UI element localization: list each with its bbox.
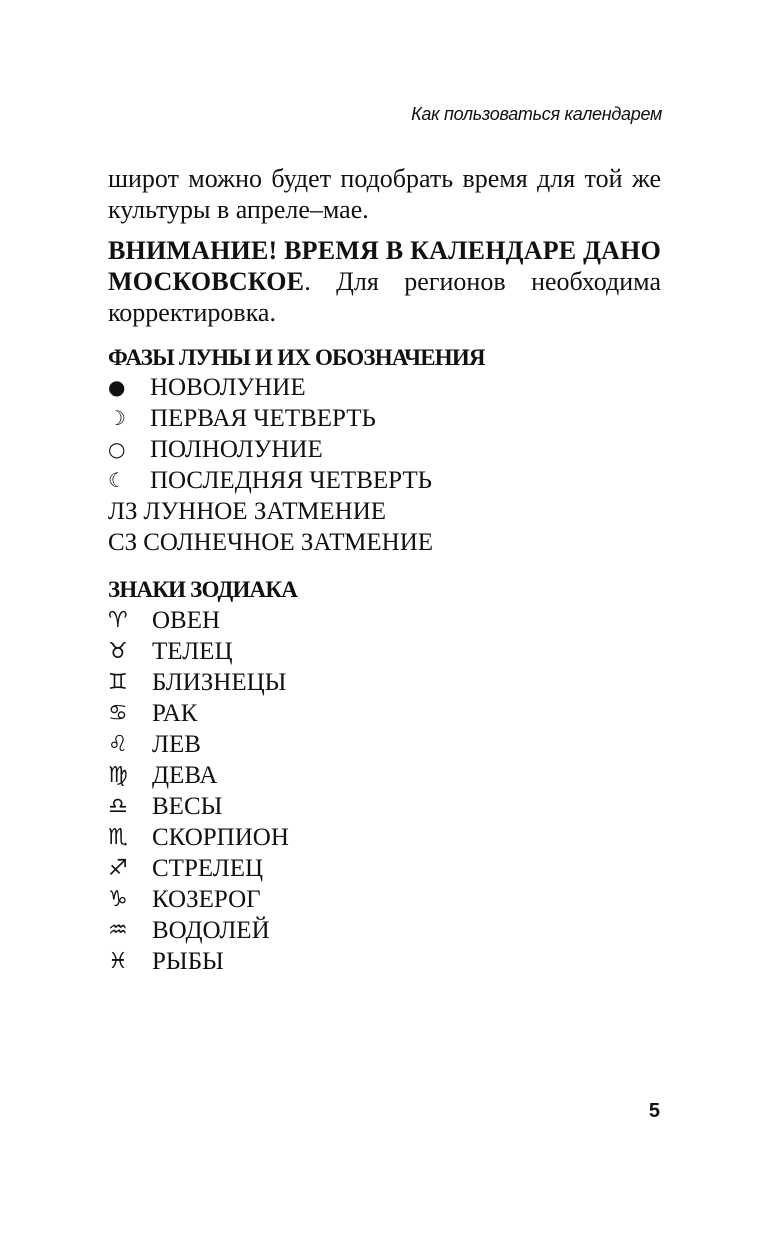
aries-icon: ♈ [108, 608, 128, 633]
list-item [108, 791, 289, 822]
zodiac-label: БЛИЗНЕЦЫ [152, 669, 287, 696]
leo-icon: ♌ [108, 732, 128, 757]
moon-phase-label: ПОСЛЕДНЯЯ ЧЕТВЕРТЬ [150, 467, 432, 494]
moon-phase-label: ПОЛНОЛУНИЕ [150, 436, 323, 463]
zodiac-label: РЫБЫ [152, 948, 224, 975]
libra-icon: ♎ [108, 794, 128, 819]
list-item [108, 636, 289, 667]
list-item [108, 605, 289, 636]
list-item [108, 915, 289, 946]
zodiac-label: ЛЕВ [152, 731, 201, 758]
moon-phase-label: ПЕРВАЯ ЧЕТВЕРТЬ [150, 405, 376, 432]
running-header: Как пользоваться календарем [411, 104, 662, 124]
list-item [108, 760, 289, 791]
page-number: 5 [648, 1100, 660, 1122]
list-item [108, 527, 433, 558]
list-item [108, 403, 433, 434]
list-item [108, 434, 433, 465]
gemini-icon: ♊ [108, 670, 128, 695]
attention-rest-text: . Для регионов необходима корректировка. [108, 267, 661, 327]
paragraph-intro: широт можно будет подобрать время для той же культуры в апреле–мае. [108, 164, 661, 224]
list-item [108, 372, 433, 403]
list-item [108, 946, 289, 977]
full-moon-icon: ○ [108, 437, 126, 461]
list-item [108, 729, 289, 760]
list-item [108, 667, 289, 698]
cancer-icon: ♋ [108, 701, 128, 726]
solar-eclipse-abbr: СЗ [108, 529, 138, 556]
zodiac-signs-list [108, 605, 289, 977]
paragraph-attention [108, 235, 661, 328]
list-item [108, 853, 289, 884]
attention-caps-text: ВНИМАНИЕ! ВРЕМЯ В КАЛЕНДАРЕ ДАНО МОСКОВСКОЕ [108, 236, 661, 296]
taurus-icon: ♉ [108, 639, 128, 664]
capricorn-icon: ♑ [108, 887, 128, 912]
first-quarter-moon-icon: ☽ [108, 406, 126, 430]
zodiac-label: СКОРПИОН [152, 824, 289, 851]
list-item [108, 465, 433, 496]
scorpio-icon: ♏ [108, 825, 128, 850]
list-item [108, 698, 289, 729]
aquarius-icon: ♒ [108, 918, 128, 943]
zodiac-label: ВОДОЛЕЙ [152, 917, 270, 944]
moon-phase-label: НОВОЛУНИЕ [150, 374, 306, 401]
zodiac-label: ТЕЛЕЦ [152, 638, 233, 665]
zodiac-label: ДЕВА [152, 762, 218, 789]
zodiac-label: СТРЕЛЕЦ [152, 855, 264, 882]
zodiac-label: ВЕСЫ [152, 793, 223, 820]
lunar-eclipse-abbr: ЛЗ [108, 498, 138, 525]
list-item [108, 884, 289, 915]
list-item [108, 496, 433, 527]
moon-phases-list [108, 372, 433, 558]
list-item [108, 822, 289, 853]
moon-phases-title: ФАЗЫ ЛУНЫ И ИХ ОБОЗНАЧЕНИЯ [108, 345, 485, 370]
moon-phase-label: ЛУННОЕ ЗАТМЕНИЕ [143, 498, 387, 525]
virgo-icon: ♍ [108, 763, 128, 788]
zodiac-label: ОВЕН [152, 607, 221, 634]
zodiac-signs-title: ЗНАКИ ЗОДИАКА [108, 577, 298, 602]
moon-phase-label: СОЛНЕЧНОЕ ЗАТМЕНИЕ [143, 529, 434, 556]
zodiac-label: КОЗЕРОГ [152, 886, 261, 913]
new-moon-icon: ● [108, 375, 126, 399]
pisces-icon: ♓ [108, 949, 128, 974]
zodiac-label: РАК [152, 700, 198, 727]
last-quarter-moon-icon: ☾ [108, 468, 126, 492]
sagittarius-icon: ♐ [108, 856, 128, 881]
